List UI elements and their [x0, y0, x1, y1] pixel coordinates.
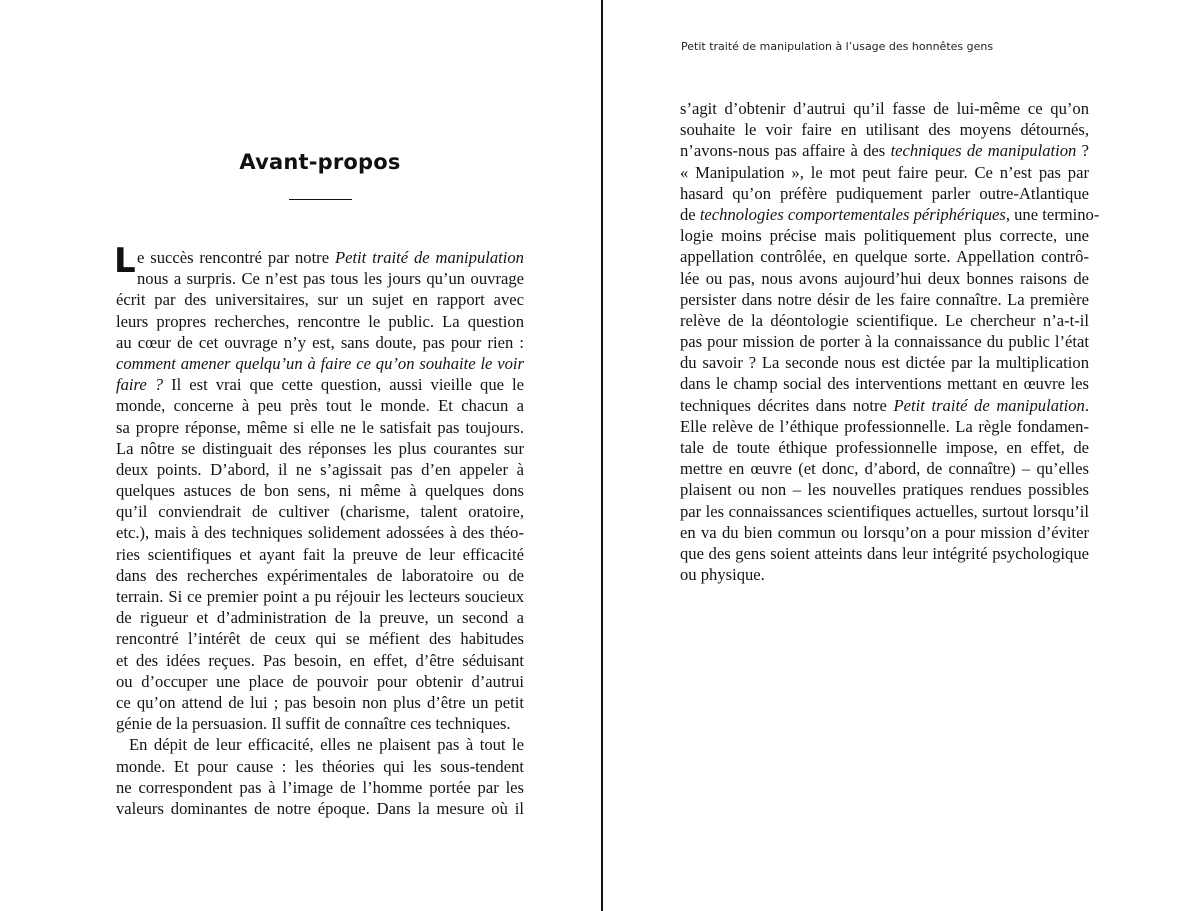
right-page	[603, 0, 1202, 911]
text-line: appellation contrôlée, en quelque sorte. Appellation contrô-	[680, 247, 1089, 267]
text-line: souhaite le voir faire en utilisant des moyens détournés,	[680, 120, 1089, 140]
text-line: terrain. Si ce premier point a pu réjouir les lecteurs soucieux	[116, 587, 524, 606]
text-line: e succès rencontré par notre Petit traité de manipulation	[137, 248, 524, 267]
second-paragraph	[116, 734, 524, 819]
text-line: écrit par des universitaires, sur un sujet en rapport avec	[116, 290, 524, 310]
text-line: n’avons-nous pas affaire à des techniques de manipulation ?	[680, 141, 1089, 161]
text-line: deux points. D’abord, il ne s’agissait pas d’en appeler à	[116, 459, 524, 479]
drop-cap: L	[114, 241, 136, 281]
text-line: que des gens soient atteints dans leur intégrité psychologique	[680, 543, 1089, 563]
text-line: dans le champ social des interventions mettant en œuvre les	[680, 374, 1089, 394]
text-line: persister dans notre désir de les faire connaître. La première	[680, 289, 1089, 309]
text-line: ries scientifiques et ayant fait la preuve de leur efficacité	[116, 544, 524, 564]
text-line: et des idées reçues. Pas besoin, en effet, d’être séduisant	[116, 650, 524, 670]
right-page-body	[680, 98, 1100, 585]
chapter-title: Avant-propos	[239, 150, 401, 174]
text-line: mettre en œuvre (et donc, d’abord, de connaître) – qu’elles	[680, 459, 1089, 479]
text-line: La nôtre se distinguait des réponses les plus courantes sur	[116, 438, 524, 458]
text-line: techniques décrites dans notre Petit traité de manipulation.	[680, 395, 1089, 415]
text-line: « Manipulation », le mot peut faire peur. Ce n’est pas par	[680, 162, 1089, 182]
text-line: sa propre réponse, même si elle ne le satisfait pas toujours.	[116, 417, 524, 437]
text-line: s’agit d’obtenir d’autrui qu’il fasse de lui-même ce qu’on	[680, 99, 1089, 118]
text-line: En dépit de leur efficacité, elles ne plaisent pas à tout le	[129, 735, 524, 755]
text-line: génie de la persuasion. Il suffit de connaître ces techniques.	[116, 714, 511, 734]
text-line: par les connaissances scientifiques actuelles, surtout lorsqu’il	[680, 501, 1089, 521]
text-line: nous a surpris. Ce n’est pas tous les jours qu’un ouvrage	[137, 269, 524, 289]
text-line: faire ? Il est vrai que cette question, aussi vieille que le	[116, 375, 524, 395]
text-line: ou d’occuper une place de pouvoir pour obtenir d’autrui	[116, 671, 524, 691]
text-line: lée ou pas, nous avons aujourd’hui deux bonnes raisons de	[680, 268, 1089, 288]
text-line: rencontré l’intérêt de ceux qui se méfient des habitudes	[116, 629, 524, 649]
text-line: valeurs dominantes de notre époque. Dans la mesure où il	[116, 798, 524, 818]
text-line: en va du bien commun ou lorsqu’on a pour mission d’éviter	[680, 522, 1089, 542]
text-line: quelques astuces de bon sens, ni même à quelques dons	[116, 481, 524, 501]
running-head: Petit traité de manipulation à l’usage des honnêtes gens	[681, 40, 994, 53]
text-line: ou physique.	[680, 565, 765, 585]
title-rule	[289, 199, 352, 200]
text-line: hasard qu’on préfère pudiquement parler outre-Atlantique	[680, 183, 1089, 203]
text-line: logie moins précise mais politiquement plus correcte, une	[680, 226, 1089, 246]
opening-paragraph	[114, 241, 524, 734]
left-page-body	[114, 241, 524, 819]
text-line: tale de toute éthique professionnelle impose, en effet, de	[680, 438, 1089, 457]
text-line: pas pour mission de porter à la connaissance du public l’état	[680, 332, 1089, 352]
text-line: relève de la déontologie scientifique. Le chercheur n’a-t-il	[680, 310, 1089, 330]
text-line: au cœur de cet ouvrage n’y est, sans doute, pas pour rien :	[116, 332, 524, 352]
text-line: comment amener quelqu’un à faire ce qu’on souhaite le voir	[116, 353, 524, 373]
text-line: de technologies comportementales périphériques, une termino-	[680, 204, 1100, 224]
text-line: de rigueur et d’administration de la preuve, un second a	[116, 608, 524, 628]
text-line: dans des recherches expérimentales de laboratoire ou de	[116, 565, 524, 585]
text-line: etc.), mais à des techniques solidement adossées à des théo-	[116, 523, 524, 543]
text-line: leurs propres recherches, rencontre le public. La question	[116, 311, 524, 331]
text-line: qu’il conviendrait de cultiver (charisme, talent oratoire,	[116, 502, 524, 522]
text-line: du savoir ? La seconde nous est dictée par la multiplication	[680, 353, 1089, 373]
text-line: plaisent ou non – les nouvelles pratiques rendues possibles	[680, 480, 1089, 500]
text-line: monde. Et pour cause : les théories qui les sous-tendent	[116, 756, 524, 776]
text-line: ne correspondent pas à l’image de l’homme portée par les	[116, 777, 524, 797]
text-line: ce qu’on attend de lui ; pas besoin non plus d’être un petit	[116, 692, 524, 712]
text-line: monde, concerne à peu près tout le monde. Et chacun a	[116, 396, 524, 416]
text-line: Elle relève de l’éthique professionnelle. La règle fondamen-	[680, 416, 1089, 436]
